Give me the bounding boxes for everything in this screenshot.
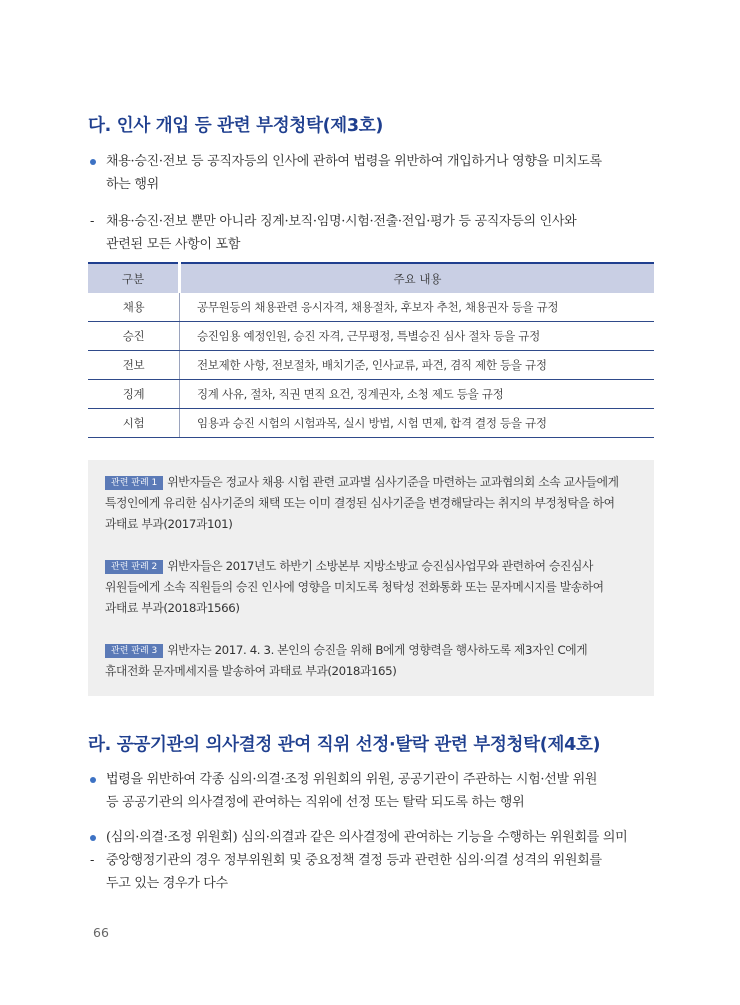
text-line: 채용·승진·전보 등 공직자등의 인사에 관하여 법령을 위반하여 개입하거나 영향을 미치도록	[106, 154, 602, 169]
text-line: 위원들에게 소속 직원들의 승진 인사에 영향을 미치도록 청탁성 전화통화 또는 문자메시지를 발송하여	[105, 580, 604, 594]
dash-paragraph	[88, 849, 678, 895]
bullet-dot-icon	[90, 159, 96, 165]
case-badge: 관련 판례 2	[105, 560, 163, 574]
text-line: 채용·승진·전보 뿐만 아니라 징계·보직·임명·시험·전출·전입·평가 등 공직자등의 인사와	[106, 214, 577, 229]
header-content: 주요 내용	[180, 263, 655, 293]
personnel-table	[88, 262, 654, 438]
case-text: 위반자들은 2017년도 하반기 소방본부 지방소방교 승진심사업무와 관련하여 승진심사	[167, 559, 593, 573]
table-row	[88, 351, 654, 380]
table-row	[88, 293, 654, 322]
section-title-da: 다. 인사 개입 등 관련 부정청탁(제3호)	[88, 116, 384, 136]
text-line	[105, 472, 641, 493]
text-line: 중앙행정기관의 경우 정부위원회 및 중요정책 결정 등과 관련한 심의·의결 성격의 위원회를	[106, 853, 602, 868]
bullet-paragraph	[88, 826, 678, 849]
case-text: 위반자는 2017. 4. 3. 본인의 승진을 위해 B에게 영향력을 행사하도록 제3자인 C에게	[167, 643, 588, 657]
text-line: 하는 행위	[106, 177, 159, 192]
text-line: 과태료 부과(2017과101)	[105, 517, 233, 531]
cell-content: 승진임용 예정인원, 승진 자격, 근무평정, 특별승진 심사 절차 등을 규정	[180, 322, 655, 351]
text-line: 특정인에게 유리한 심사기준의 채택 또는 이미 결정된 심사기준을 변경해달라는 취지의 부정청탁을 하여	[105, 496, 615, 510]
text-line	[105, 640, 641, 661]
table-row	[88, 322, 654, 351]
dash-mark: -	[90, 214, 95, 229]
cell-content: 징계 사유, 절차, 직권 면직 요건, 징계권자, 소청 제도 등을 규정	[180, 380, 655, 409]
text-line	[105, 556, 641, 577]
dash-paragraph	[88, 210, 678, 256]
section-title-ra: 라. 공공기관의 의사결정 관여 직위 선정·탈락 관련 부정청탁(제4호)	[88, 735, 601, 755]
case-badge: 관련 판례 1	[105, 476, 163, 490]
table-header-row	[88, 263, 654, 293]
cell-content: 전보제한 사항, 전보절차, 배치기준, 인사교류, 파견, 겸직 제한 등을 규정	[180, 351, 655, 380]
case-item	[105, 556, 641, 619]
text-line: 휴대전화 문자메세지를 발송하여 과태료 부과(2018과165)	[105, 664, 397, 678]
cell-category: 징계	[88, 380, 180, 409]
cell-content: 임용과 승진 시험의 시험과목, 실시 방법, 시험 면제, 합격 결정 등을 규정	[180, 409, 655, 438]
dash-mark: -	[90, 853, 95, 868]
bullet-dot-icon	[90, 835, 96, 841]
case-item	[105, 640, 641, 682]
bullet-paragraph	[88, 768, 678, 814]
text-line: 등 공공기관의 의사결정에 관여하는 직위에 선정 또는 탈락 되도록 하는 행위	[106, 795, 525, 810]
text-line: 관련된 모든 사항이 포함	[106, 237, 241, 252]
text-line: 과태료 부과(2018과1566)	[105, 601, 240, 615]
cell-category: 채용	[88, 293, 180, 322]
cell-content: 공무원등의 채용관련 응시자격, 채용절차, 후보자 추천, 채용권자 등을 규정	[180, 293, 655, 322]
bullet-paragraph	[88, 150, 678, 196]
cell-category: 승진	[88, 322, 180, 351]
case-examples-box	[88, 460, 654, 696]
text-line: 법령을 위반하여 각종 심의·의결·조정 위원회의 위원, 공공기관이 주관하는 시험·선발 위원	[106, 772, 598, 787]
text-line: 두고 있는 경우가 다수	[106, 876, 228, 891]
case-badge: 관련 판례 3	[105, 644, 163, 658]
case-item	[105, 472, 641, 535]
cell-category: 시험	[88, 409, 180, 438]
text-line: (심의·의결·조정 위원회) 심의·의결과 같은 의사결정에 관여하는 기능을 수행하는 위원회를 의미	[106, 830, 628, 845]
bullet-dot-icon	[90, 777, 96, 783]
table-row	[88, 380, 654, 409]
page-number: 66	[93, 925, 109, 940]
table-row	[88, 409, 654, 438]
case-text: 위반자들은 정교사 채용 시험 관련 교과별 심사기준을 마련하는 교과협의회 소속 교사들에게	[167, 475, 619, 489]
cell-category: 전보	[88, 351, 180, 380]
header-category: 구분	[88, 263, 180, 293]
